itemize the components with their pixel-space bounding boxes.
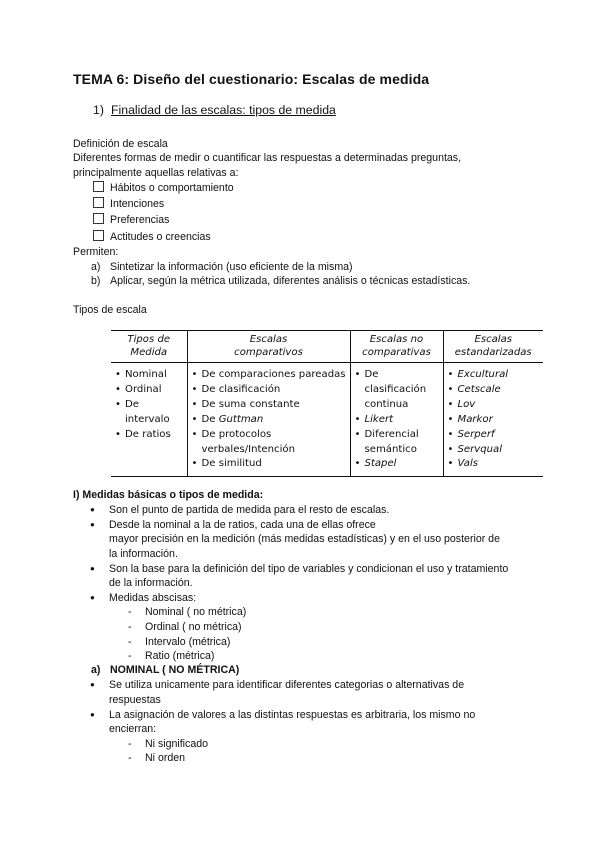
section-number: 1) [93, 103, 104, 117]
list-item: • Markor [448, 413, 541, 428]
medidas-heading: I) Medidas básicas o tipos de medida: [73, 489, 264, 501]
list-item: • De suma constante [192, 398, 347, 413]
tipos-label: Tipos de escala [73, 304, 147, 316]
sub-item: Nominal ( no métrica) [145, 606, 247, 618]
table-header: Tipos de Medida [111, 331, 187, 363]
list-item: Sintetizar la información (uso eficiente de la misma) [110, 261, 353, 273]
dash-marker: - [128, 752, 132, 764]
list-item: • Lov [448, 398, 541, 413]
list-item: • Likert [355, 413, 440, 428]
table-cell [443, 363, 543, 477]
nominal-heading: NOMINAL ( NO MÉTRICA) [110, 664, 240, 676]
table-row [111, 363, 543, 477]
list-item: • De clasificación [192, 383, 347, 398]
bullet-continuation: respuestas [109, 694, 161, 706]
bullet-item: ● Son el punto de partida de medida para el resto de escalas. [109, 503, 389, 518]
list-item: • De intervalo [115, 398, 184, 428]
dash-marker: - [128, 650, 132, 662]
table-header-row [111, 331, 543, 363]
bullet-continuation: la información. [109, 548, 178, 560]
table-header: Escalas no comparativas [350, 331, 443, 363]
checklist-item: Preferencias [93, 213, 169, 228]
bullet-continuation: de la información. [109, 577, 193, 589]
sub-item: Intervalo (métrica) [145, 636, 231, 648]
list-item: • De similitud [192, 457, 347, 472]
list-item: • Diferencial semántico [355, 428, 440, 458]
bullet-item: ● La asignación de valores a las distintas respuestas es arbitraria, los mismo no [109, 708, 475, 723]
list-item: • Servqual [448, 443, 541, 458]
sub-item: Ni significado [145, 738, 209, 750]
section-heading: Finalidad de las escalas: tipos de medida [111, 103, 336, 117]
table-cell [187, 363, 350, 477]
definition-line-2: principalmente aquellas relativas a: [73, 167, 239, 179]
list-item: • De ratios [115, 428, 184, 443]
list-item: • De protocolos verbales/Intención [192, 428, 347, 458]
dash-marker: - [128, 738, 132, 750]
checklist-item: Intenciones [93, 197, 164, 212]
list-marker: a) [91, 664, 101, 676]
definition-line-1: Diferentes formas de medir o cuantificar las respuestas a determinadas preguntas, [73, 152, 462, 164]
list-item: • Stapel [355, 457, 440, 472]
bullet-item: ● Desde la nominal a la de ratios, cada una de ellas ofrece [109, 518, 376, 533]
dash-marker: - [128, 621, 132, 633]
checkbox-icon [93, 213, 104, 224]
checkbox-icon [93, 181, 104, 192]
table-cell [111, 363, 187, 477]
bullet-continuation: encierran: [109, 723, 157, 735]
list-marker: a) [91, 261, 101, 273]
checklist-item: Hábitos o comportamiento [93, 181, 234, 196]
list-marker: b) [91, 275, 101, 287]
list-item: • Cetscale [448, 383, 541, 398]
bullet-item: ● Se utiliza unicamente para identificar diferentes categorias o alternativas de [109, 678, 464, 693]
checkbox-icon [93, 230, 104, 241]
dash-marker: - [128, 636, 132, 648]
scale-types-table [111, 330, 543, 477]
list-item: • Serperf [448, 428, 541, 443]
sub-item: Ni orden [145, 752, 186, 764]
list-item: • De Guttman [192, 413, 347, 428]
table-cell [350, 363, 443, 477]
checkbox-icon [93, 197, 104, 208]
page-title: TEMA 6: Diseño del cuestionario: Escalas de medida [73, 71, 430, 87]
table-header: Escalas estandarizadas [443, 331, 543, 363]
checklist-item: Actitudes o creencias [93, 230, 211, 245]
table-header: Escalas comparativos [187, 331, 350, 363]
dash-marker: - [128, 606, 132, 618]
list-item: • Nominal [115, 368, 184, 383]
list-item: • Excultural [448, 368, 541, 383]
bullet-item: ● Son la base para la definición del tipo de variables y condicionan el uso y tratamiento [109, 562, 508, 577]
definition-heading: Definición de escala [73, 138, 168, 150]
list-item: • De comparaciones pareadas [192, 368, 347, 383]
list-item: • Vals [448, 457, 541, 472]
bullet-continuation: mayor precisión en la medición (más medidas estadísticas) y en el uso posterior de [109, 533, 500, 545]
bullet-item: ● Medidas abscisas: [109, 591, 196, 606]
list-item: Aplicar, según la métrica utilizada, diferentes análisis o técnicas estadísticas. [110, 275, 471, 287]
sub-item: Ordinal ( no métrica) [145, 621, 242, 633]
list-item: • Ordinal [115, 383, 184, 398]
sub-item: Ratio (métrica) [145, 650, 215, 662]
list-item: • De clasificación continua [355, 368, 440, 413]
permiten-heading: Permiten: [73, 246, 119, 258]
